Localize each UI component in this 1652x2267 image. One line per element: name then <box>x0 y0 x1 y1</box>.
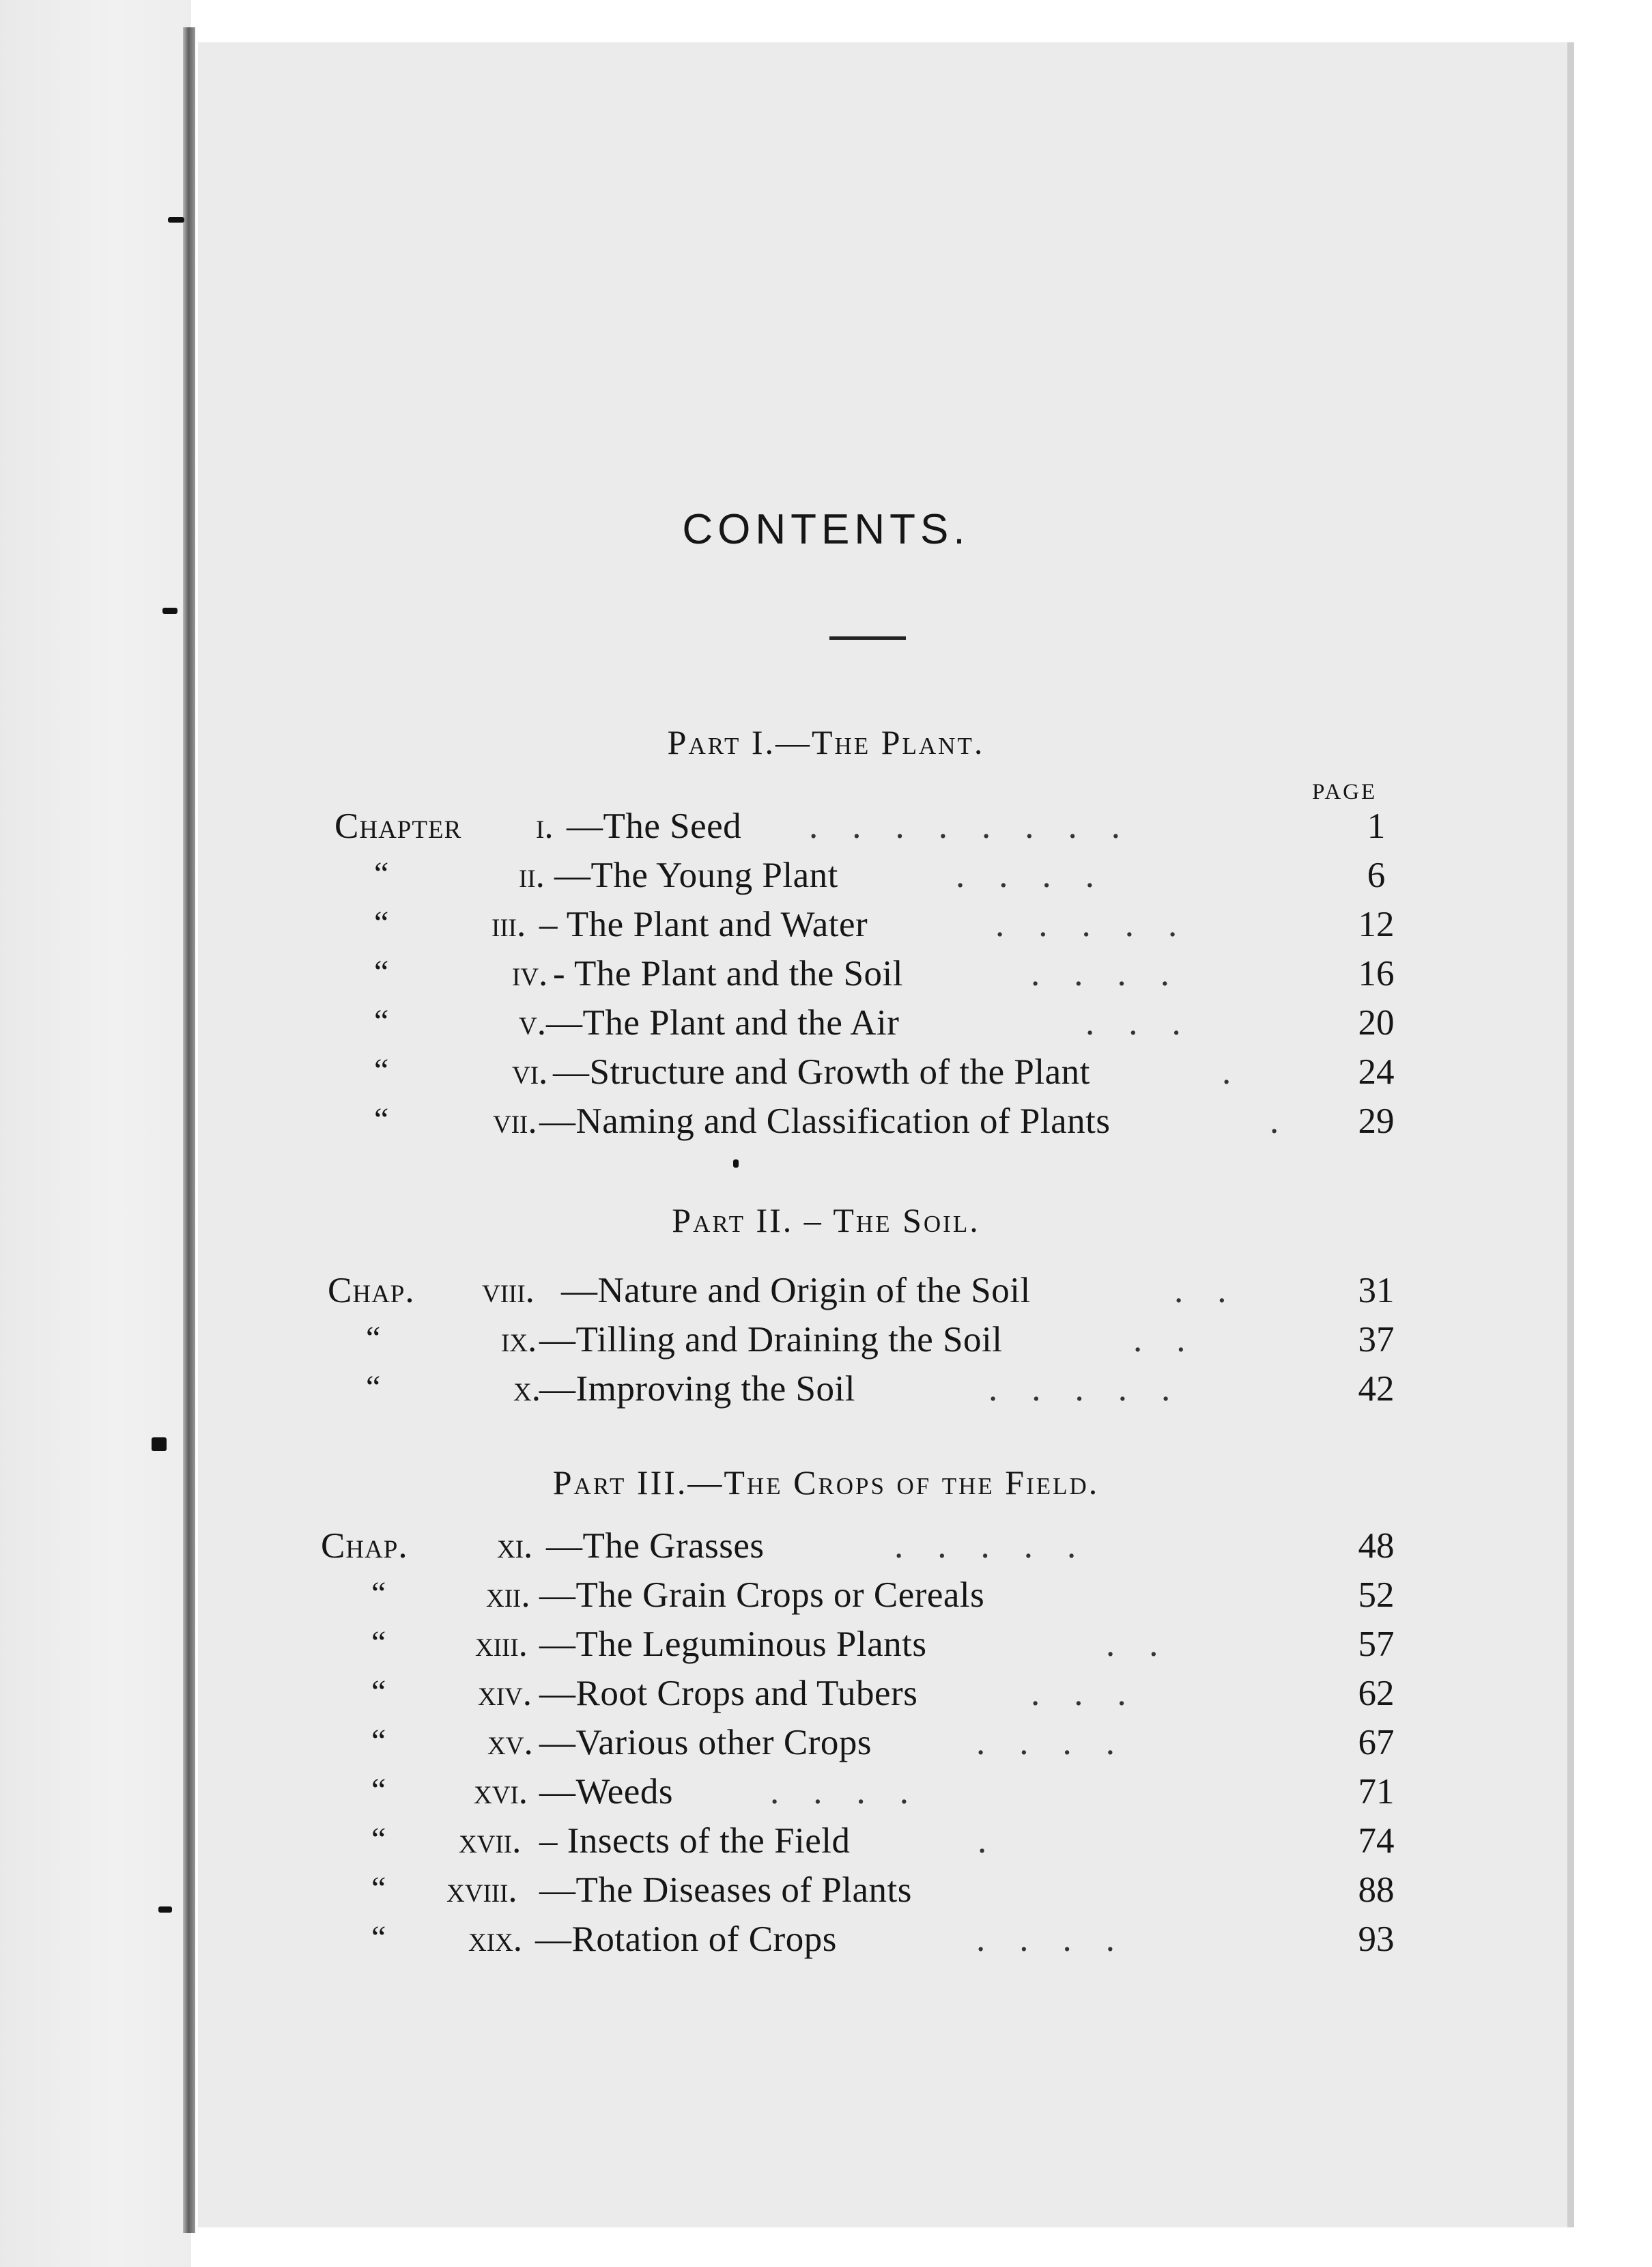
entry-page: 31 <box>1358 1271 1395 1310</box>
leader-dots: ..... <box>988 1369 1205 1409</box>
entry-page: 93 <box>1358 1919 1395 1959</box>
toc-entry <box>0 1101 1652 1149</box>
toc-entry <box>0 806 1652 854</box>
entry-page: 12 <box>1358 905 1395 944</box>
entry-page: 29 <box>1358 1101 1395 1141</box>
leader-dots: .... <box>1031 954 1204 994</box>
toc-entry <box>0 1673 1652 1721</box>
ditto-mark: “ <box>366 1369 381 1405</box>
entry-title: —Improving the Soil <box>539 1369 855 1409</box>
ditto-mark: “ <box>371 1919 386 1956</box>
leader-dots: .... <box>976 1919 1149 1959</box>
entry-title: - The Plant and the Soil <box>553 954 903 994</box>
leader-dots: .... <box>976 1723 1149 1762</box>
ditto-mark: “ <box>371 1772 386 1808</box>
toc-entry <box>0 904 1652 952</box>
toc-entry <box>0 1270 1652 1318</box>
entry-page: 20 <box>1358 1003 1395 1043</box>
entry-title: —Tilling and Draining the Soil <box>539 1320 1003 1360</box>
binding-mark <box>168 217 184 223</box>
ditto-mark: “ <box>374 856 389 892</box>
entry-page: 42 <box>1358 1369 1395 1409</box>
entry-numeral: v. <box>519 1003 546 1043</box>
entry-prefix: Chapter <box>334 806 462 846</box>
entry-prefix: Chap. <box>328 1271 415 1310</box>
entry-numeral: xi. <box>497 1526 533 1566</box>
entry-numeral: vii. <box>493 1101 537 1141</box>
ditto-mark: “ <box>371 1575 386 1611</box>
entry-page: 88 <box>1358 1870 1395 1910</box>
entry-title: —The Leguminous Plants <box>539 1624 927 1664</box>
entry-numeral: xiv. <box>478 1674 532 1713</box>
entry-page: 1 <box>1367 806 1386 846</box>
entry-title: —Weeds <box>539 1772 673 1812</box>
page-column-label: PAGE <box>1312 780 1378 804</box>
entry-page: 24 <box>1358 1052 1395 1092</box>
ditto-mark: “ <box>374 905 389 941</box>
entry-page: 48 <box>1358 1526 1395 1566</box>
leader-dots: ... <box>1031 1674 1160 1713</box>
toc-entry <box>0 1368 1652 1416</box>
toc-entry <box>0 1319 1652 1367</box>
entry-title: —Various other Crops <box>539 1723 872 1762</box>
entry-numeral: xvii. <box>459 1821 522 1861</box>
entry-numeral: iii. <box>492 905 526 944</box>
leader-dots: ..... <box>995 905 1212 944</box>
leader-dots: .... <box>770 1772 943 1812</box>
leader-dots: . <box>978 1821 1021 1861</box>
entry-title: – Insects of the Field <box>539 1821 851 1861</box>
leader-dots: .. <box>1106 1624 1193 1664</box>
leader-dots: ..... <box>894 1526 1111 1566</box>
toc-entry <box>0 1052 1652 1099</box>
toc-entry <box>0 1624 1652 1672</box>
entry-numeral: xix. <box>468 1919 523 1959</box>
ditto-mark: “ <box>371 1624 386 1661</box>
toc-entry <box>0 1870 1652 1917</box>
entry-title: —The Diseases of Plants <box>539 1870 912 1910</box>
toc-entry <box>0 953 1652 1001</box>
entry-numeral: xv. <box>487 1723 533 1762</box>
entry-numeral: x. <box>513 1369 541 1409</box>
ditto-mark: “ <box>374 1003 389 1039</box>
leader-dots: .. <box>1133 1320 1220 1360</box>
entry-numeral: xvi. <box>474 1772 528 1812</box>
entry-page: 57 <box>1358 1624 1395 1664</box>
entry-page: 67 <box>1358 1723 1395 1762</box>
entry-numeral: iv. <box>512 954 548 994</box>
toc-entry <box>0 1820 1652 1868</box>
ditto-mark: “ <box>374 954 389 990</box>
entry-page: 74 <box>1358 1821 1395 1861</box>
entry-page: 37 <box>1358 1320 1395 1360</box>
ditto-mark: “ <box>371 1821 386 1857</box>
entry-title: —Root Crops and Tubers <box>539 1674 918 1713</box>
ditto-mark: “ <box>371 1870 386 1906</box>
ditto-mark: “ <box>374 1052 389 1088</box>
entry-numeral: vi. <box>512 1052 548 1092</box>
leader-dots: . <box>1222 1052 1266 1092</box>
part-heading: Part III.—The Crops of the Field. <box>552 1463 1100 1502</box>
toc-entry <box>0 855 1652 903</box>
leader-dots: ........ <box>809 806 1154 846</box>
ditto-mark: “ <box>371 1723 386 1759</box>
part-heading: Part II. – The Soil. <box>672 1201 980 1239</box>
toc-entry <box>0 1575 1652 1622</box>
part-heading: Part I.—The Plant. <box>667 723 985 761</box>
leader-dots: . <box>1270 1101 1313 1141</box>
entry-page: 6 <box>1367 856 1386 895</box>
entry-title: —Rotation of Crops <box>535 1919 837 1959</box>
entry-page: 16 <box>1358 954 1395 994</box>
entry-page: 62 <box>1358 1674 1395 1713</box>
entry-numeral: ii. <box>519 856 545 895</box>
entry-numeral: xiii. <box>475 1624 528 1664</box>
binding-mark <box>152 1437 167 1451</box>
toc-entry <box>0 1002 1652 1050</box>
ditto-mark: “ <box>371 1674 386 1710</box>
ditto-mark: “ <box>374 1101 389 1138</box>
entry-numeral: xii. <box>486 1575 530 1615</box>
leader-dots: ... <box>1085 1003 1215 1043</box>
ditto-mark: “ <box>366 1320 381 1356</box>
heading-rule <box>829 636 906 640</box>
entry-title: —Structure and Growth of the Plant <box>553 1052 1090 1092</box>
entry-title: —Nature and Origin of the Soil <box>561 1271 1031 1310</box>
entry-numeral: i. <box>536 806 554 846</box>
toc-entry <box>0 1525 1652 1573</box>
leader-dots: .... <box>956 856 1128 895</box>
toc-entry <box>0 1722 1652 1770</box>
toc-entry <box>0 1919 1652 1967</box>
entry-page: 71 <box>1358 1772 1395 1812</box>
entry-page: 52 <box>1358 1575 1395 1615</box>
entry-title: —The Seed <box>567 806 742 846</box>
speck-mark <box>733 1159 739 1168</box>
entry-title: —The Plant and the Air <box>546 1003 900 1043</box>
entry-title: —Naming and Classification of Plants <box>539 1101 1111 1141</box>
entry-numeral: ix. <box>501 1320 537 1360</box>
entry-prefix: Chap. <box>321 1526 408 1566</box>
binding-mark <box>162 608 177 614</box>
leader-dots: .. <box>1174 1271 1261 1310</box>
contents-heading: CONTENTS. <box>682 506 970 553</box>
toc-entry <box>0 1771 1652 1819</box>
entry-numeral: xviii. <box>446 1870 517 1910</box>
entry-title: – The Plant and Water <box>539 905 868 944</box>
entry-title: —The Young Plant <box>554 856 838 895</box>
entry-title: —The Grasses <box>546 1526 765 1566</box>
entry-numeral: viii. <box>482 1271 535 1310</box>
entry-title: —The Grain Crops or Cereals <box>539 1575 985 1615</box>
